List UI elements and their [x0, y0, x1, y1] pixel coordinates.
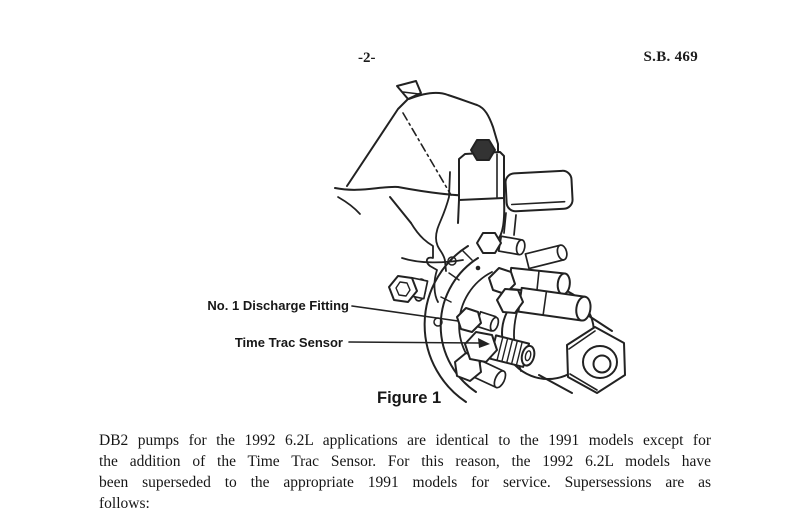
leader-time-trac-sensor — [349, 342, 479, 343]
callout-discharge-fitting: No. 1 Discharge Fitting — [207, 298, 349, 313]
figure-caption: Figure 1 — [377, 389, 442, 407]
top-fitting — [477, 233, 526, 255]
paragraph-line: been superseded to the appropriate 1991 models for service. Supersessions are as — [99, 474, 711, 491]
page-number: -2- — [358, 50, 376, 66]
body-paragraph — [99, 430, 711, 514]
injection-fittings — [477, 233, 592, 321]
flange-bolt-left — [389, 276, 428, 302]
paragraph-line: DB2 pumps for the 1992 6.2L applications are identical to the 1991 models except for — [99, 432, 711, 449]
paragraph-line: the addition of the Time Trac Sensor. For this reason, the 1992 6.2L models have — [99, 453, 711, 470]
mounting-arm — [505, 170, 573, 211]
no1-discharge-fitting — [457, 308, 500, 332]
top-bolt — [471, 140, 495, 160]
bulletin-number: S.B. 469 — [643, 49, 698, 65]
paragraph-line: follows: — [99, 495, 150, 512]
callout-time-trac-sensor: Time Trac Sensor — [234, 335, 343, 350]
